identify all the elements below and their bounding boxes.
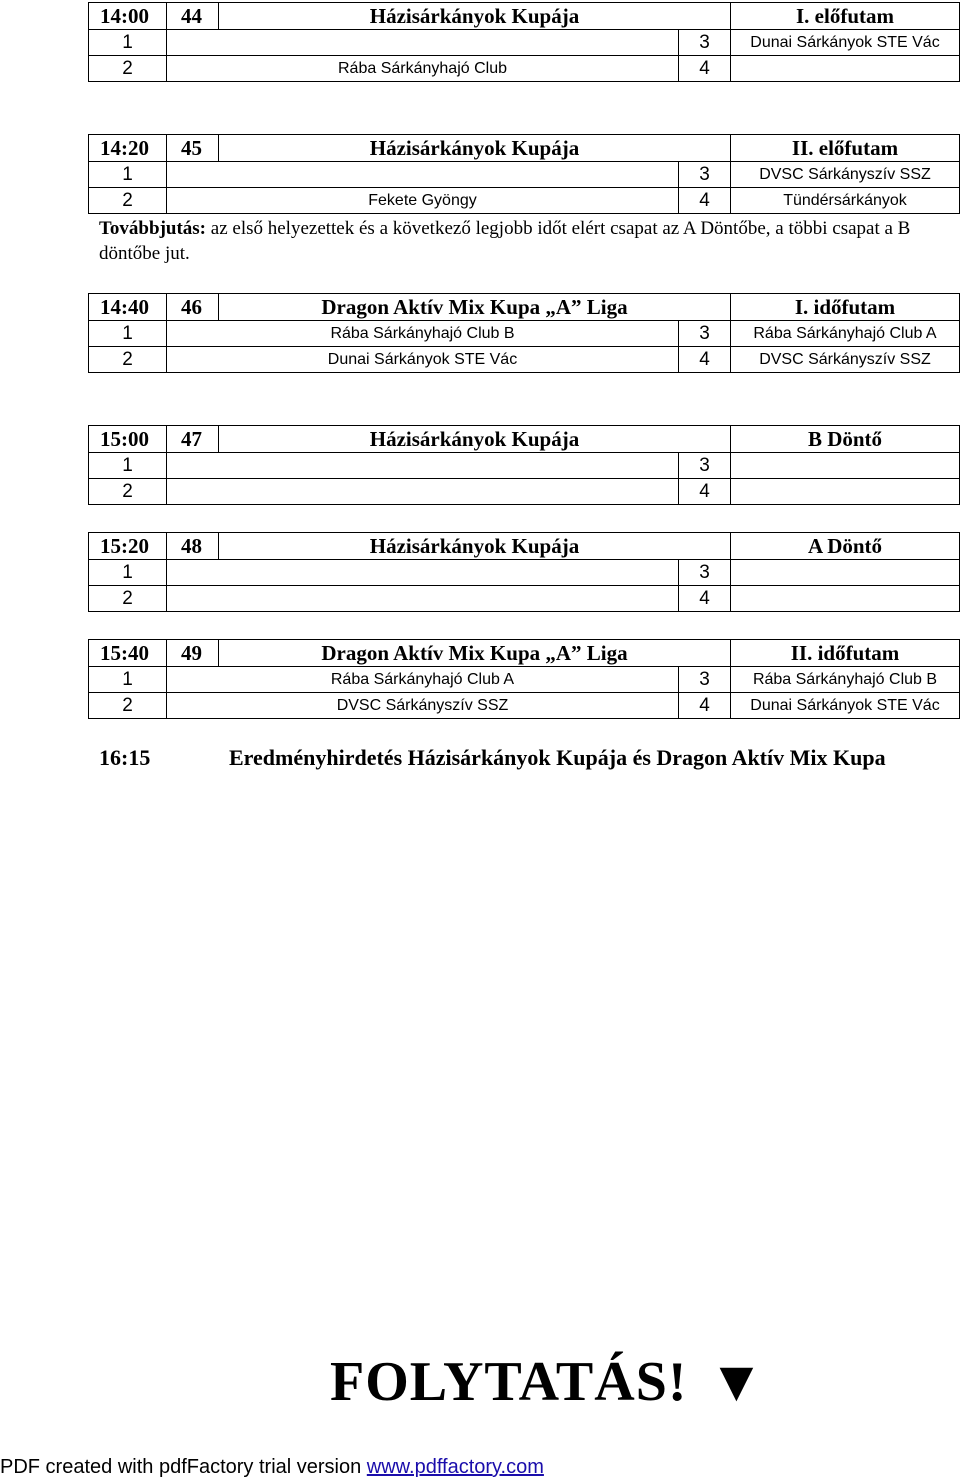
- lane-team: Tündérsárkányok: [731, 188, 960, 214]
- race-header-row: [89, 294, 960, 321]
- lane-number: 3: [679, 560, 731, 586]
- lane-number: 1: [89, 560, 167, 586]
- lane-number: 1: [89, 321, 167, 347]
- lane-number: 1: [89, 162, 167, 188]
- lane-team: DVSC Sárkányszív SSZ: [167, 693, 679, 719]
- lane-team: Fekete Gyöngy: [167, 188, 679, 214]
- race-heat: II. időfutam: [731, 640, 960, 667]
- lane-number: 4: [679, 347, 731, 373]
- lane-row: [89, 479, 960, 505]
- race-header-row: [89, 3, 960, 30]
- lane-row: [89, 56, 960, 82]
- lane-team: Dunai Sárkányok STE Vác: [731, 693, 960, 719]
- lane-team: [167, 586, 679, 612]
- lane-number: 4: [679, 479, 731, 505]
- lane-team: [167, 560, 679, 586]
- race-table-48: [88, 532, 960, 612]
- race-title: Házisárkányok Kupája: [219, 533, 731, 560]
- lane-team: DVSC Sárkányszív SSZ: [731, 347, 960, 373]
- race-title: Dragon Aktív Mix Kupa „A” Liga: [219, 640, 731, 667]
- announcement-text: Eredményhirdetés Házisárkányok Kupája és Dragon Aktív Mix Kupa: [229, 745, 886, 770]
- race-title: Dragon Aktív Mix Kupa „A” Liga: [219, 294, 731, 321]
- lane-row: [89, 347, 960, 373]
- lane-row: [89, 321, 960, 347]
- lane-number: 3: [679, 321, 731, 347]
- lane-row: [89, 586, 960, 612]
- lane-team: Rába Sárkányhajó Club: [167, 56, 679, 82]
- lane-row: [89, 693, 960, 719]
- race-heat: B Döntő: [731, 426, 960, 453]
- advancement-text: az első helyezettek és a következő legjobb időt elért csapat az A Döntőbe, a többi csapat a B döntőbe jut.: [99, 218, 911, 264]
- race-title: Házisárkányok Kupája: [219, 3, 731, 30]
- advancement-note: [99, 216, 959, 266]
- lane-team: [167, 453, 679, 479]
- race-table-45: [88, 134, 960, 214]
- lane-number: 2: [89, 347, 167, 373]
- lane-number: 3: [679, 162, 731, 188]
- lane-number: 2: [89, 693, 167, 719]
- race-title: Házisárkányok Kupája: [219, 135, 731, 162]
- race-number: 49: [167, 640, 219, 667]
- announcement-time: 16:15: [99, 745, 151, 770]
- race-number: 45: [167, 135, 219, 162]
- race-number: 48: [167, 533, 219, 560]
- lane-row: [89, 453, 960, 479]
- race-number: 47: [167, 426, 219, 453]
- lane-team: DVSC Sárkányszív SSZ: [731, 162, 960, 188]
- lane-team: [167, 162, 679, 188]
- race-table-46: [88, 293, 960, 373]
- lane-row: [89, 667, 960, 693]
- race-heat: I. előfutam: [731, 3, 960, 30]
- race-time: 14:20: [89, 135, 167, 162]
- advancement-label: Továbbjutás:: [99, 218, 207, 239]
- race-header-row: [89, 640, 960, 667]
- lane-number: 1: [89, 30, 167, 56]
- lane-number: 2: [89, 188, 167, 214]
- race-heat: II. előfutam: [731, 135, 960, 162]
- lane-number: 2: [89, 586, 167, 612]
- race-time: 15:20: [89, 533, 167, 560]
- race-time: 14:40: [89, 294, 167, 321]
- race-header-row: [89, 533, 960, 560]
- lane-team: Dunai Sárkányok STE Vác: [167, 347, 679, 373]
- race-number: 46: [167, 294, 219, 321]
- lane-number: 4: [679, 56, 731, 82]
- race-heat: A Döntő: [731, 533, 960, 560]
- lane-team: [731, 56, 960, 82]
- lane-row: [89, 30, 960, 56]
- lane-team: [731, 453, 960, 479]
- lane-number: 3: [679, 30, 731, 56]
- lane-team: [167, 479, 679, 505]
- race-time: 15:40: [89, 640, 167, 667]
- lane-number: 3: [679, 453, 731, 479]
- down-triangle-icon: ▼: [719, 1356, 755, 1407]
- lane-row: [89, 188, 960, 214]
- race-title: Házisárkányok Kupája: [219, 426, 731, 453]
- race-heat: I. időfutam: [731, 294, 960, 321]
- lane-team: Rába Sárkányhajó Club A: [167, 667, 679, 693]
- lane-row: [89, 162, 960, 188]
- lane-row: [89, 560, 960, 586]
- race-time: 15:00: [89, 426, 167, 453]
- lane-number: 4: [679, 586, 731, 612]
- lane-team: [731, 560, 960, 586]
- lane-team: [731, 479, 960, 505]
- lane-team: [167, 30, 679, 56]
- lane-number: 2: [89, 56, 167, 82]
- lane-team: Rába Sárkányhajó Club B: [167, 321, 679, 347]
- lane-number: 4: [679, 188, 731, 214]
- lane-number: 1: [89, 667, 167, 693]
- race-table-47: [88, 425, 960, 505]
- continuation-notice: [330, 1350, 754, 1414]
- race-number: 44: [167, 3, 219, 30]
- pdf-footer: [0, 1456, 544, 1479]
- lane-number: 2: [89, 479, 167, 505]
- lane-number: 3: [679, 667, 731, 693]
- race-table-49: [88, 639, 960, 719]
- lane-team: Dunai Sárkányok STE Vác: [731, 30, 960, 56]
- race-header-row: [89, 135, 960, 162]
- race-time: 14:00: [89, 3, 167, 30]
- race-header-row: [89, 426, 960, 453]
- pdffactory-link[interactable]: www.pdffactory.com: [366, 1456, 544, 1478]
- lane-team: [731, 586, 960, 612]
- lane-team: Rába Sárkányhajó Club B: [731, 667, 960, 693]
- race-table-44: [88, 2, 960, 82]
- lane-team: Rába Sárkányhajó Club A: [731, 321, 960, 347]
- continuation-text: FOLYTATÁS!: [330, 1351, 688, 1413]
- lane-number: 1: [89, 453, 167, 479]
- lane-number: 4: [679, 693, 731, 719]
- footer-text: PDF created with pdfFactory trial version: [0, 1456, 367, 1478]
